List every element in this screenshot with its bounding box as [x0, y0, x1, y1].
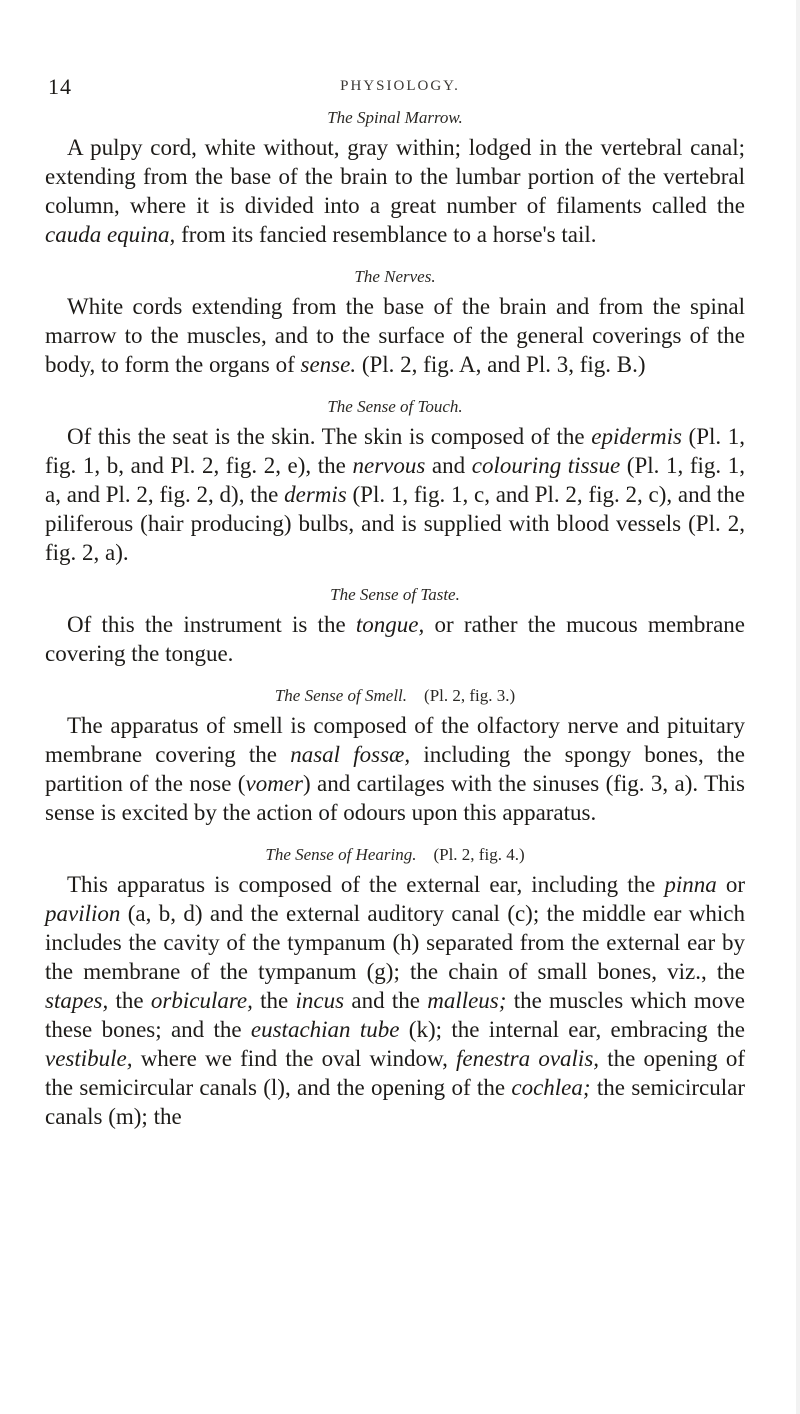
- text-run: and the: [344, 988, 428, 1013]
- italic-term: cauda equina,: [45, 222, 176, 247]
- text-run: where we find the oval window,: [132, 1046, 457, 1071]
- italic-term: orbiculare,: [150, 988, 253, 1013]
- italic-term: incus: [295, 988, 345, 1013]
- text-run: from its fancied resemblance to a horse's tail.: [175, 222, 597, 247]
- text-run: (Pl. 1, fig. 1, c, and Pl. 2, fig. 2, c), and the piliferous (hair producing) bulbs, and is supplied with blood vessels (Pl. 2, fig. 2, a).: [45, 482, 746, 565]
- text-run: (Pl. 1, fig. 1, a, and Pl. 2, fig. 2, d), the: [45, 453, 745, 507]
- italic-term: epidermis: [591, 424, 682, 449]
- text-run: the: [108, 988, 151, 1013]
- text-run: (Pl. 2, fig. A, and Pl. 3, fig. B.): [356, 352, 646, 377]
- italic-term: sense.: [300, 352, 357, 377]
- text-run: and: [425, 453, 472, 478]
- section-heading: [45, 267, 745, 287]
- section-paragraph: [45, 870, 745, 1131]
- section-heading: [45, 585, 745, 605]
- text-run: (Pl. 1, fig. 1, b, and Pl. 2, fig. 2, e), the: [45, 424, 745, 478]
- page-body: [45, 108, 745, 1149]
- text-run: or: [716, 872, 745, 897]
- italic-term: pinna: [664, 872, 717, 897]
- italic-term: malleus;: [427, 988, 507, 1013]
- italic-term: dermis: [284, 482, 347, 507]
- section-paragraph: [45, 292, 745, 379]
- text-run: the semicircular canals (m); the: [45, 1075, 745, 1129]
- section-title: The Sense of Smell.: [274, 686, 408, 705]
- page-edge: [796, 0, 800, 1414]
- italic-term: vestibule,: [45, 1046, 133, 1071]
- text-run: ) and cartilages with the sinuses (fig. 3, a). This sense is excited by the action of odours upon this apparatus.: [45, 771, 745, 825]
- section-paragraph: [45, 711, 745, 827]
- section-heading: [45, 397, 745, 417]
- text-run: the muscles which move these bones; and the: [45, 988, 745, 1042]
- italic-term: nasal fossæ,: [290, 742, 411, 767]
- text-run: The apparatus of smell is composed of the olfactory nerve and pituitary membrane covering the: [45, 713, 745, 767]
- section-heading: [45, 845, 745, 865]
- text-run: the: [252, 988, 296, 1013]
- italic-term: eustachian tube: [250, 1017, 400, 1042]
- section-heading: [45, 108, 745, 128]
- plate-reference: (Pl. 2, fig. 3.): [424, 686, 516, 705]
- italic-term: colouring tissue: [471, 453, 621, 478]
- italic-term: nervous: [352, 453, 426, 478]
- italic-term: vomer: [245, 771, 303, 796]
- text-run: White cords extending from the base of the brain and from the spinal marrow to the muscles, and to the surface of the general coverings of the body, to form the organs of: [45, 294, 745, 377]
- text-run: or rather the mucous membrane covering the tongue.: [45, 612, 745, 666]
- italic-term: stapes,: [45, 988, 109, 1013]
- section-paragraph: [45, 133, 745, 249]
- section-heading: [45, 686, 745, 706]
- italic-term: fenestra ovalis,: [456, 1046, 600, 1071]
- text-run: This apparatus is composed of the external ear, including the: [67, 872, 665, 897]
- plate-reference: (Pl. 2, fig. 4.): [433, 845, 525, 864]
- running-title: PHYSIOLOGY.: [340, 78, 460, 94]
- text-run: (a, b, d) and the external auditory canal (c); the middle ear which includes the cavity of the tympanum (h) separated from the external ear by the membrane of the tympanum (g); the chain of small bones, viz., the: [45, 901, 745, 984]
- section-title: The Spinal Marrow.: [327, 108, 463, 127]
- section-title: The Nerves.: [354, 267, 436, 286]
- text-run: the opening of the semicircular canals (l), and the opening of the: [45, 1046, 745, 1100]
- italic-term: pavilion: [45, 901, 121, 926]
- italic-term: tongue,: [355, 612, 425, 637]
- section-paragraph: [45, 422, 745, 567]
- text-run: Of this the seat is the skin. The skin is composed of the: [67, 424, 592, 449]
- text-run: Of this the instrument is the: [67, 612, 356, 637]
- italic-term: cochlea;: [511, 1075, 591, 1100]
- text-run: (k); the internal ear, embracing the: [399, 1017, 746, 1042]
- page-number: 14: [48, 74, 72, 99]
- section-title: The Sense of Touch.: [327, 397, 463, 416]
- section-title: The Sense of Taste.: [330, 585, 460, 604]
- text-run: A pulpy cord, white without, gray within; lodged in the vertebral canal; extending from the base of the brain to the lumbar portion of the vertebral column, where it is divided into a great number of filaments called the: [45, 135, 745, 218]
- text-run: including the spongy bones, the partition of the nose (: [45, 742, 745, 796]
- section-paragraph: [45, 610, 745, 668]
- section-title: The Sense of Hearing.: [265, 845, 417, 864]
